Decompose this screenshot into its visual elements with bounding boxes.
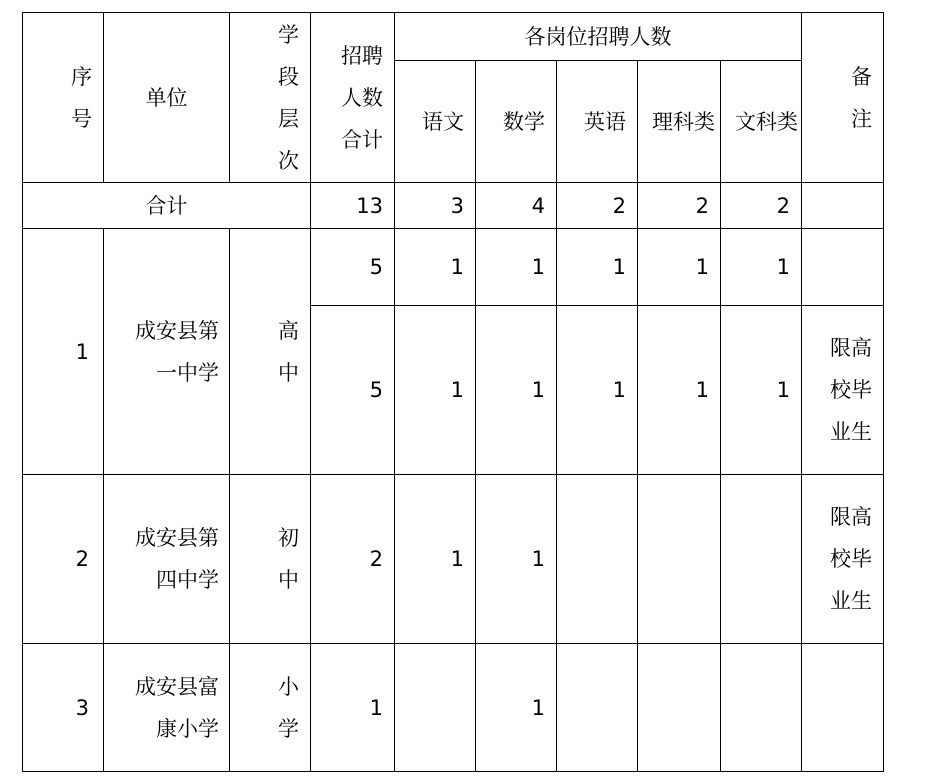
row-english: 1 — [557, 229, 638, 306]
row-science: 1 — [638, 229, 721, 306]
header-unit: 单位 — [104, 13, 230, 183]
row-chinese: 1 — [395, 229, 476, 306]
row-total: 5 — [311, 229, 395, 306]
table-row — [23, 475, 884, 644]
row-note — [802, 229, 884, 306]
row-seq: 2 — [23, 475, 104, 644]
summary-total: 13 — [311, 183, 395, 229]
row-chinese: 1 — [395, 306, 476, 475]
summary-chinese: 3 — [395, 183, 476, 229]
header-row-top — [23, 13, 884, 61]
row-note: 限高校毕业生 — [802, 306, 884, 475]
table-row — [23, 644, 884, 772]
summary-math: 4 — [476, 183, 557, 229]
recruitment-table — [22, 12, 884, 772]
row-arts: 1 — [721, 229, 802, 306]
header-level: 学段层次 — [230, 13, 311, 183]
row-chinese: 1 — [395, 475, 476, 644]
row-unit: 成安县第四中学 — [104, 475, 230, 644]
row-total: 1 — [311, 644, 395, 772]
row-science — [638, 475, 721, 644]
header-english: 英语 — [557, 61, 638, 183]
summary-science: 2 — [638, 183, 721, 229]
row-level: 高中 — [230, 229, 311, 475]
row-level: 小学 — [230, 644, 311, 772]
row-math: 1 — [476, 229, 557, 306]
row-science — [638, 644, 721, 772]
summary-english: 2 — [557, 183, 638, 229]
header-note: 备注 — [802, 13, 884, 183]
row-english — [557, 644, 638, 772]
header-chinese: 语文 — [395, 61, 476, 183]
table-row — [23, 229, 884, 306]
row-math: 1 — [476, 475, 557, 644]
row-english: 1 — [557, 306, 638, 475]
summary-row — [23, 183, 884, 229]
row-total: 2 — [311, 475, 395, 644]
header-seq: 序号 — [23, 13, 104, 183]
row-unit: 成安县富康小学 — [104, 644, 230, 772]
header-science: 理科类 — [638, 61, 721, 183]
row-math: 1 — [476, 306, 557, 475]
row-note — [802, 644, 884, 772]
row-unit: 成安县第一中学 — [104, 229, 230, 475]
header-math: 数学 — [476, 61, 557, 183]
row-arts — [721, 644, 802, 772]
summary-label: 合计 — [23, 183, 311, 229]
header-arts: 文科类 — [721, 61, 802, 183]
summary-arts: 2 — [721, 183, 802, 229]
row-arts — [721, 475, 802, 644]
row-math: 1 — [476, 644, 557, 772]
row-note: 限高校毕业生 — [802, 475, 884, 644]
summary-note — [802, 183, 884, 229]
header-positions-group: 各岗位招聘人数 — [395, 13, 802, 61]
row-arts: 1 — [721, 306, 802, 475]
header-total: 招聘人数合计 — [311, 13, 395, 183]
row-seq: 1 — [23, 229, 104, 475]
row-total: 5 — [311, 306, 395, 475]
row-seq: 3 — [23, 644, 104, 772]
row-chinese — [395, 644, 476, 772]
row-english — [557, 475, 638, 644]
row-science: 1 — [638, 306, 721, 475]
row-level: 初中 — [230, 475, 311, 644]
